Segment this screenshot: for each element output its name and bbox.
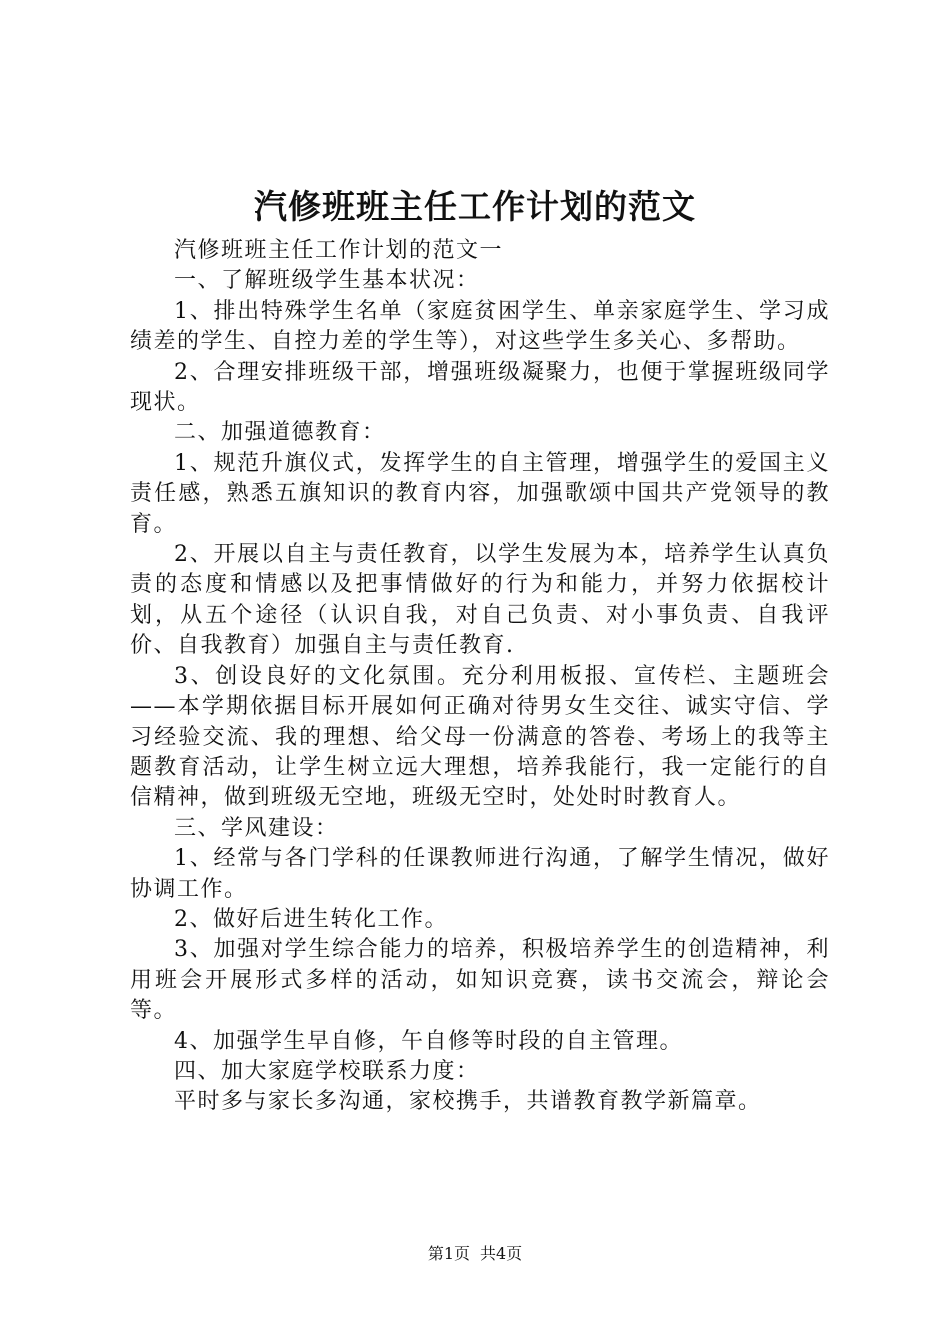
paragraph-heading-1: 一、了解班级学生基本状况： (174, 268, 480, 294)
paragraph: 1、排出特殊学生名单（家庭贫困学生、单亲家庭学生、学习成绩差的学生、自控力差的学生等），对这些学生多关心、多帮助。 (130, 298, 830, 355)
paragraph-heading-2: 二、加强道德教育： (174, 420, 386, 446)
paragraph: 2、合理安排班级干部，增强班级凝聚力，也便于掌握班级同学现状。 (130, 359, 830, 416)
paragraph: 1、经常与各门学科的任课教师进行沟通，了解学生情况，做好协调工作。 (130, 846, 830, 902)
page-number: 第1页 (427, 1244, 470, 1263)
paragraph-heading-3: 三、学风建设： (174, 815, 339, 841)
paragraph: 3、创设良好的文化氛围。充分利用板报、宣传栏、主题班会——本学期依据目标开展如何正确对待男女生交往、诚实守信、学习经验交流、我的理想、给父母一份满意的答卷、考场上的我等主题教育活动，让学生树立远大理想，培养我能行，我一定能行的自信精神，做到班级无空地，班级无空时，处处时时教育人。 (130, 663, 830, 811)
paragraph: 2、开展以自主与责任教育，以学生发展为本，培养学生认真负责的态度和情感以及把事情做好的行为和能力，并努力依据校计划，从五个途径（认识自我，对自己负责、对小事负责、自我评价、自我教育）加强自主与责任教育. (130, 542, 830, 659)
paragraph: 3、加强对学生综合能力的培养，积极培养学生的创造精神，利用班会开展形式多样的活动，如知识竞赛，读书交流会，辩论会等。 (130, 937, 830, 1024)
page-footer (0, 1244, 950, 1264)
paragraph: 1、规范升旗仪式，发挥学生的自主管理，增强学生的爱国主义责任感，熟悉五旗知识的教育内容，加强歌颂中国共产党领导的教育。 (130, 450, 830, 537)
paragraph: 4、加强学生早自修，午自修等时段的自主管理。 (174, 1028, 683, 1054)
page-total: 共4页 (480, 1244, 523, 1263)
paragraph: 2、做好后进生转化工作。 (174, 906, 448, 932)
document-title: 汽修班班主任工作计划的范文 (254, 187, 696, 226)
document-body (130, 236, 830, 1118)
paragraph-section-heading: 汽修班班主任工作计划的范文一 (174, 238, 504, 263)
paragraph: 平时多与家长多沟通，家校携手，共谱教育教学新篇章。 (174, 1089, 762, 1115)
paragraph-heading-4: 四、加大家庭学校联系力度： (174, 1058, 480, 1084)
